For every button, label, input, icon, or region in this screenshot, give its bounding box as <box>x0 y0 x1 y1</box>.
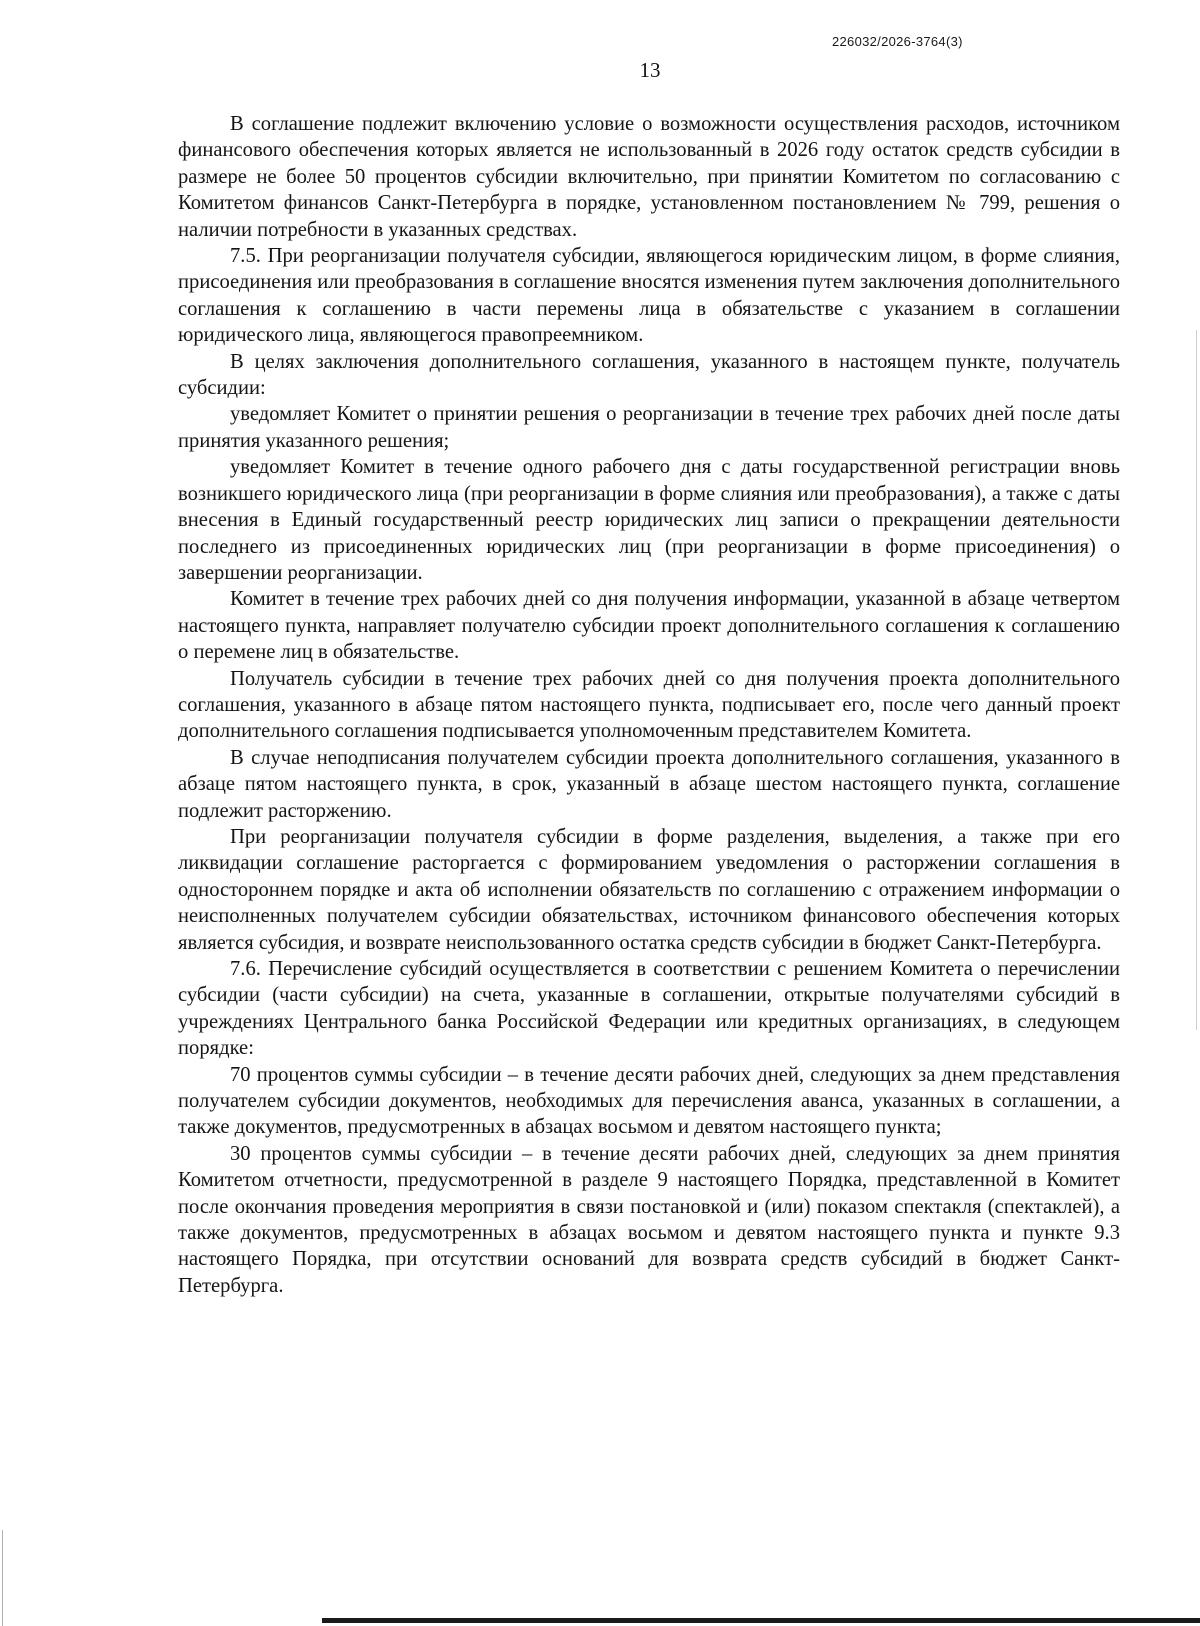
paragraph-additional-agreement-purpose: В целях заключения дополнительного соглашения, указанного в настоящем пункте, получатель субсидии: <box>178 350 1120 400</box>
bottom-scan-border <box>322 1618 1200 1623</box>
paragraph-70-percent: 70 процентов суммы субсидии – в течение десяти рабочих дней, следующих за днем представления получателем субсидии документов, необходимых для перечисления аванса, указанных в соглашении, а также документов, предусмотренных в абзацах восьмом и девятом настоящего пункта; <box>178 1063 1120 1139</box>
paragraph-30-percent: 30 процентов суммы субсидии – в течение десяти рабочих дней, следующих за днем принятия Комитетом отчетности, предусмотренной в разделе 9 настоящего Порядка, представленной в Комитет после окончания проведения мероприятия в связи постановкой и (или) показом спектакля (спектаклей), а также документов, предусмотренных в абзацах восьмом и девятом настоящего пункта и пункте 9.3 настоящего Порядка, при отсутствии оснований для возврата средств субсидий в бюджет Санкт-Петербурга. <box>178 1142 1120 1297</box>
paragraph-committee-sends-draft: Комитет в течение трех рабочих дней со дня получения информации, указанной в абзаце четвертом настоящего пункта, направляет получателю субсидии проект дополнительного соглашения к соглашению о перемене лиц в обязательстве. <box>178 588 1120 664</box>
paragraph-agreement-condition: В соглашение подлежит включению условие о возможности осуществления расходов, источником финансового обеспечения которых является не использованный в 2026 году остаток средств субсидии в размере не более 50 процентов субсидии включительно, при принятии Комитетом по согласованию с Комитетом финансов Санкт-Петербурга в порядке, установленном постановлением № 799, решения о наличии потребности в указанных средствах. <box>178 113 1120 241</box>
paragraph-7-6: 7.6. Перечисление субсидий осуществляется в соответствии с решением Комитета о перечислении субсидии (части субсидии) на счета, указанные в соглашении, открытые получателями субсидий в учреждениях Центрального банка Российской Федерации или кредитных организациях, в следующем порядке: <box>178 958 1120 1060</box>
paragraph-division-liquidation: При реорганизации получателя субсидии в форме разделения, выделения, а также при его ликвидации соглашение расторгается с формированием уведомления о расторжении соглашения в одностороннем порядке и акта об исполнении обязательств по соглашению с отражением информации о неисполненных получателем субсидии обязательствах, источником финансового обеспечения которых является субсидия, и возврате неиспользованного остатка средств субсидии в бюджет Санкт-Петербурга. <box>178 825 1120 954</box>
page-number: 13 <box>639 58 661 82</box>
paragraph-7-5: 7.5. При реорганизации получателя субсидии, являющегося юридическим лицом, в форме слияния, присоединения или преобразования в соглашение вносятся изменения путем заключения дополнительного соглашения к соглашению в части перемены лица в обязательстве с указанием в соглашении юридического лица, являющегося правопреемником. <box>178 245 1120 347</box>
paragraph-notify-registration: уведомляет Комитет в течение одного рабочего дня с даты государственной регистрации вновь возникшего юридического лица (при реорганизации в форме слияния или преобразования), а также с даты внесения в Единый государственный реестр юридических лиц записи о прекращении деятельности последнего из присоединенных юридических лиц (при реорганизации в форме присоединения) о завершении реорганизации. <box>178 456 1120 584</box>
document-body <box>178 111 1120 1299</box>
paragraph-recipient-signs: Получатель субсидии в течение трех рабочих дней со дня получения проекта дополнительного соглашения, указанного в абзаце пятом настоящего пункта, подписывает его, после чего данный проект дополнительного соглашения подписывается уполномоченным представителем Комитета. <box>178 667 1120 743</box>
paragraph-notify-decision: уведомляет Комитет о принятии решения о реорганизации в течение трех рабочих дней после даты принятия указанного решения; <box>178 403 1120 452</box>
document-registration-number: 226032/2026-3764(3) <box>832 34 963 49</box>
scan-edge-line <box>2 1530 3 1626</box>
scan-edge-line <box>1196 330 1197 1030</box>
paragraph-non-signing: В случае неподписания получателем субсидии проекта дополнительного соглашения, указанного в абзаце пятом настоящего пункта, в срок, указанный в абзаце шестом настоящего пункта, соглашение подлежит расторжению. <box>178 746 1120 822</box>
